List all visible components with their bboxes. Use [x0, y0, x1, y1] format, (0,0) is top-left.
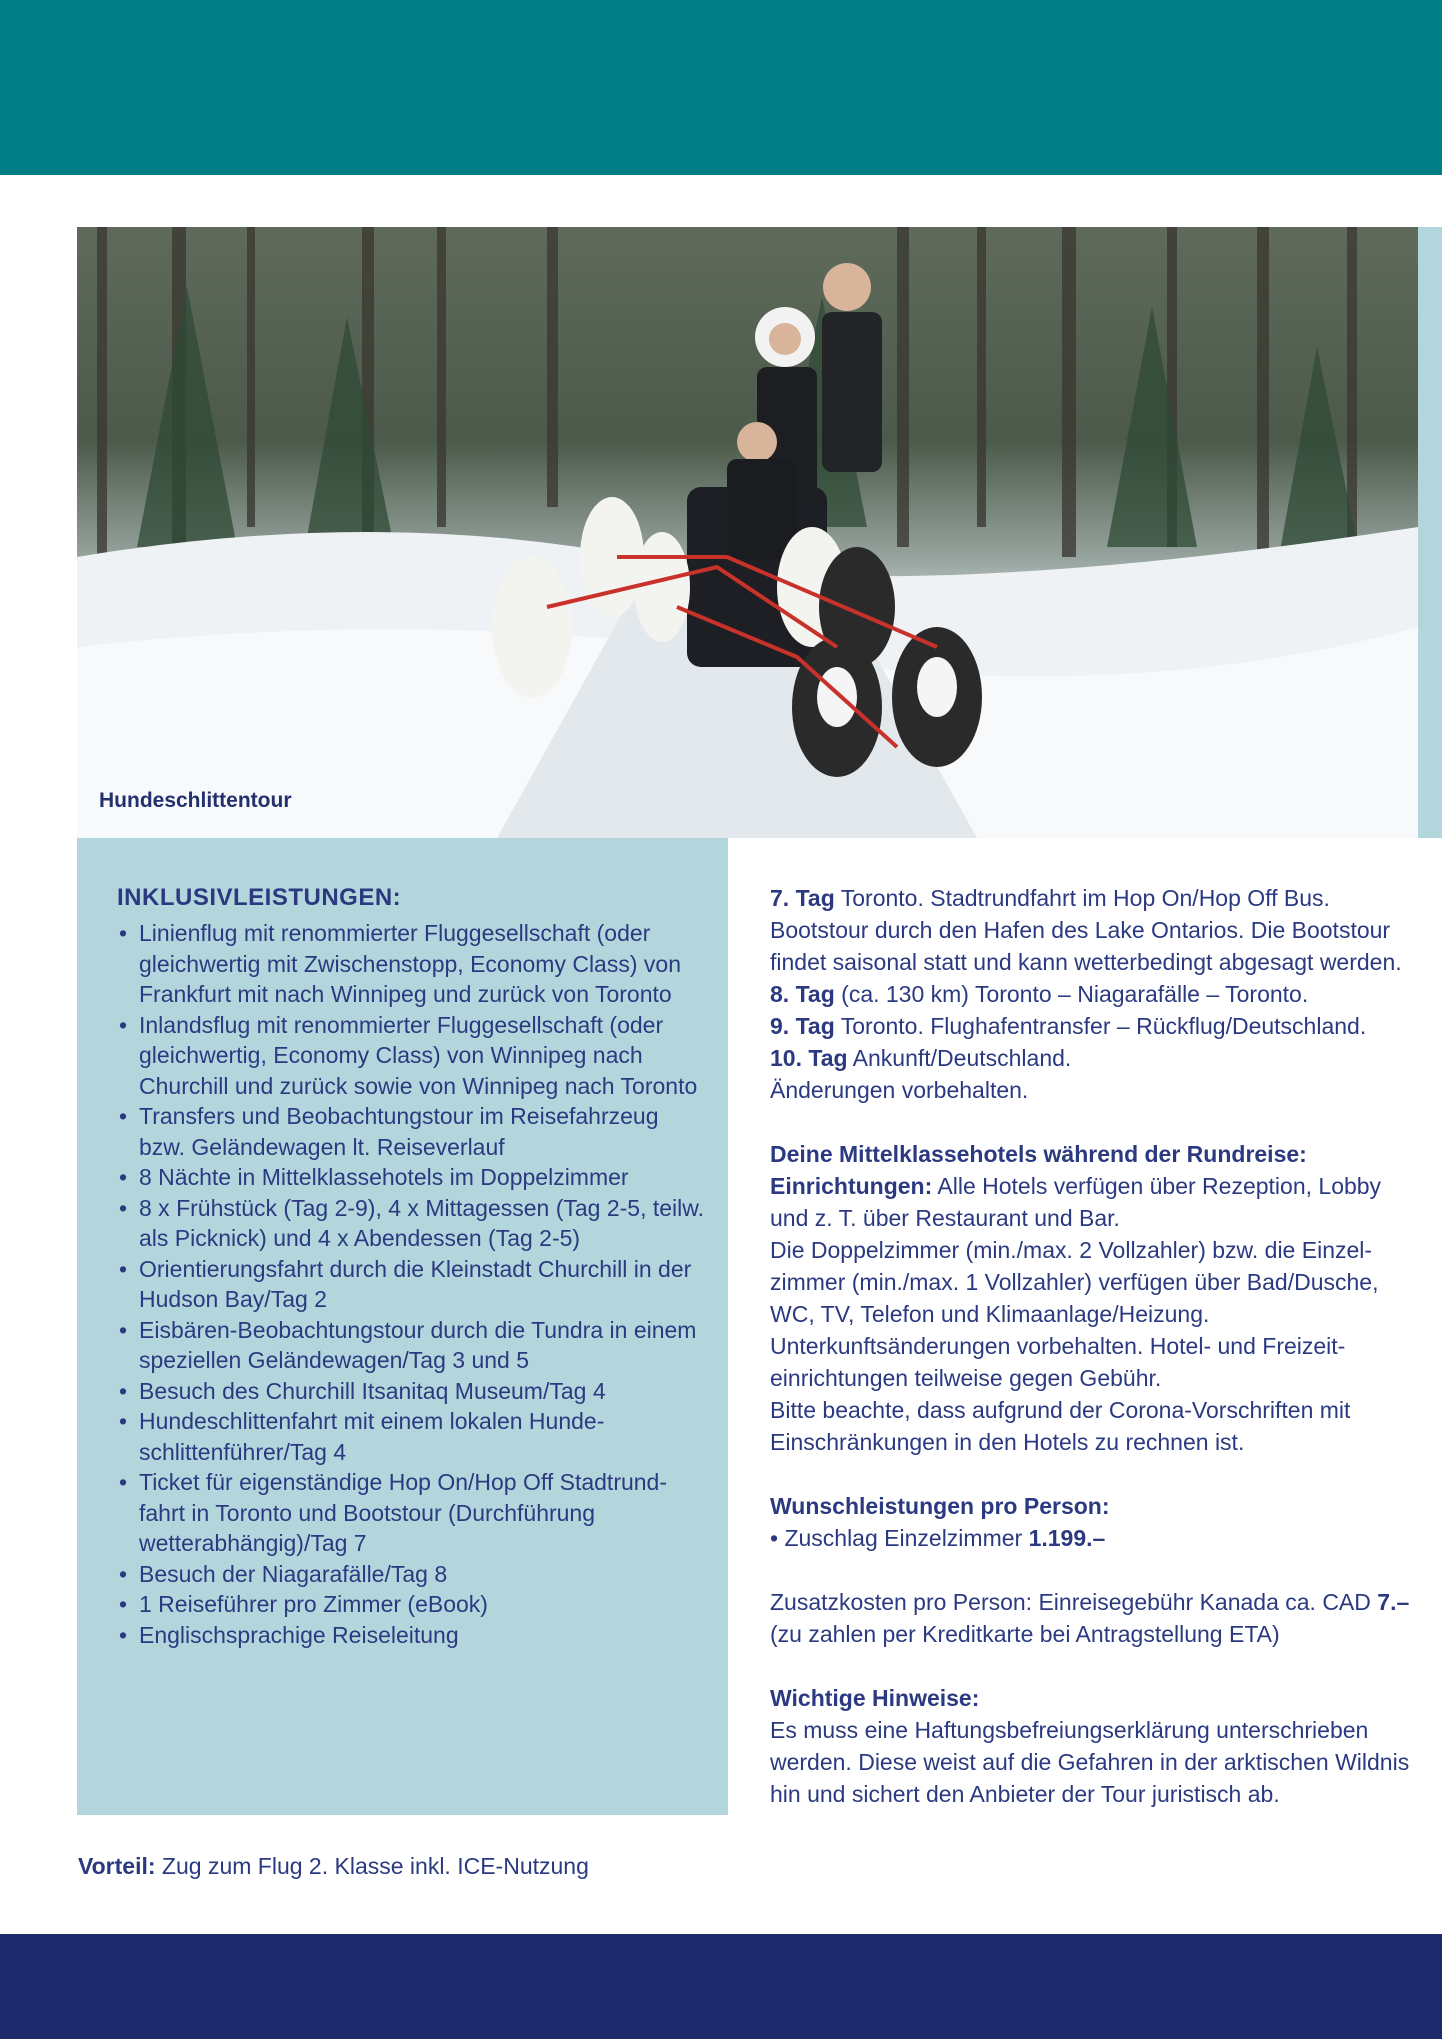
- dog-sled-photo: [77, 227, 1418, 838]
- facilities-label: Einrichtungen:: [770, 1173, 933, 1199]
- list-item: • 8 x Frühstück (Tag 2-9), 4 x Mittagessen (Tag 2-5, teilw. als Picknick) und 4 x Abendessen (Tag 2-5): [117, 1193, 706, 1254]
- day-text: (ca. 130 km) Toronto – Niagarafälle – Toronto.: [834, 981, 1309, 1007]
- inclusions-box: [77, 838, 728, 1815]
- costs-text: Zusatzkosten pro Person: Einreisegebühr Kanada ca. CAD: [770, 1589, 1378, 1615]
- list-item: • Besuch des Churchill Itsanitaq Museum/Tag 4: [117, 1376, 706, 1407]
- extras-title: Wunschleistungen pro Person:: [770, 1493, 1110, 1519]
- notes-text: Es muss eine Haftungsbefreiungserklärung unterschrieben werden. Diese weist auf die Gefahren in der arktischen Wildnis hin und sichert den Anbieter der Tour juristisch ab.: [770, 1717, 1410, 1807]
- day-text: Ankunft/Deutschland.: [847, 1045, 1072, 1071]
- extras-item: [770, 1522, 1410, 1554]
- hotels-title: Deine Mittelklassehotels während der Rundreise:: [770, 1141, 1307, 1167]
- day-label: 8. Tag: [770, 981, 835, 1007]
- itinerary-note: Änderungen vorbehalten.: [770, 1077, 1029, 1103]
- extras-item-text: • Zuschlag Einzelzimmer: [770, 1525, 1029, 1551]
- itinerary-day-10: [770, 1042, 1410, 1074]
- costs-text-after: (zu zahlen per Kreditkarte bei Antragstellung ETA): [770, 1621, 1280, 1647]
- list-item: • Linienflug mit renommierter Fluggesellschaft (oder gleichwertig mit Zwischenstopp, Economy Class) von Frankfurt mit nach Winnipeg und zurück von Toronto: [117, 918, 706, 1010]
- advantage-label: Vorteil:: [78, 1853, 156, 1879]
- advantage-text: Zug zum Flug 2. Klasse inkl. ICE-Nutzung: [155, 1853, 589, 1879]
- hotels-facilities: [770, 1170, 1410, 1234]
- inclusions-list: [117, 918, 706, 1650]
- day-text: Toronto. Flughafentransfer – Rückflug/Deutschland.: [834, 1013, 1367, 1039]
- itinerary-day-9: [770, 1010, 1410, 1042]
- photo-caption: Hundeschlittentour: [99, 789, 292, 812]
- list-item: • Transfers und Beobachtungstour im Reisefahrzeug bzw. Geländewagen lt. Reiseverlauf: [117, 1101, 706, 1162]
- day-label: 7. Tag: [770, 885, 835, 911]
- hotels-corona-note: Bitte beachte, dass aufgrund der Corona-Vorschriften mit Einschränkungen in den Hotels zu rechnen ist.: [770, 1397, 1351, 1455]
- extras-item-price: 1.199.–: [1028, 1525, 1106, 1551]
- day-label: 10. Tag: [770, 1045, 848, 1071]
- list-item: • Inlandsflug mit renommierter Fluggesellschaft (oder gleichwertig, Economy Class) von Winnipeg nach Churchill und zurück sowie von Winnipeg nach Toronto: [117, 1010, 706, 1102]
- header-band: [0, 0, 1442, 175]
- list-item: • 8 Nächte in Mittelklassehotels im Doppelzimmer: [117, 1162, 706, 1193]
- hotels-rooms: Die Doppelzimmer (min./max. 2 Vollzahler) bzw. die Einzel-zimmer (min./max. 1 Vollzahler) verfügen über Bad/Dusche, WC, TV, Telefon und Klimaanlage/Heizung.: [770, 1237, 1379, 1327]
- photo-illustration: [77, 227, 1418, 838]
- side-accent-strip: [1418, 227, 1442, 838]
- list-item: • 1 Reiseführer pro Zimmer (eBook): [117, 1589, 706, 1620]
- costs-price: 7.–: [1377, 1589, 1410, 1615]
- list-item: • Orientierungsfahrt durch die Kleinstadt Churchill in der Hudson Bay/Tag 2: [117, 1254, 706, 1315]
- list-item: • Hundeschlittenfahrt mit einem lokalen Hunde-schlittenführer/Tag 4: [117, 1406, 706, 1467]
- list-item: • Ticket für eigenständige Hop On/Hop Off Stadtrund-fahrt in Toronto und Bootstour (Durchführung wetterabhängig)/Tag 7: [117, 1467, 706, 1559]
- list-item: • Eisbären-Beobachtungstour durch die Tundra in einem speziellen Geländewagen/Tag 3 und 5: [117, 1315, 706, 1376]
- inclusions-title: INKLUSIVLEISTUNGEN:: [117, 884, 402, 911]
- list-item: • Besuch der Niagarafälle/Tag 8: [117, 1559, 706, 1590]
- day-text: Toronto. Stadtrundfahrt im Hop On/Hop Off Bus. Bootstour durch den Hafen des Lake Ontarios. Die Bootstour findet saisonal statt und kann wetterbedingt abgesagt werden.: [770, 885, 1402, 975]
- day-label: 9. Tag: [770, 1013, 835, 1039]
- list-item: • Englischsprachige Reiseleitung: [117, 1620, 706, 1651]
- facilities-text: Alle Hotels verfügen über Rezeption, Lobby und z. T. über Restaurant und Bar.: [770, 1173, 1382, 1231]
- advantage-note: [78, 1853, 589, 1880]
- hotels-changes: Unterkunftsänderungen vorbehalten. Hotel- und Freizeit-einrichtungen teilweise gegen Gebühr.: [770, 1333, 1346, 1391]
- notes-title: Wichtige Hinweise:: [770, 1685, 980, 1711]
- itinerary-day-8: [770, 978, 1410, 1010]
- footer-band: [0, 1934, 1442, 2039]
- itinerary-day-7: [770, 882, 1410, 978]
- details-column: [770, 882, 1410, 1810]
- additional-costs: [770, 1586, 1410, 1650]
